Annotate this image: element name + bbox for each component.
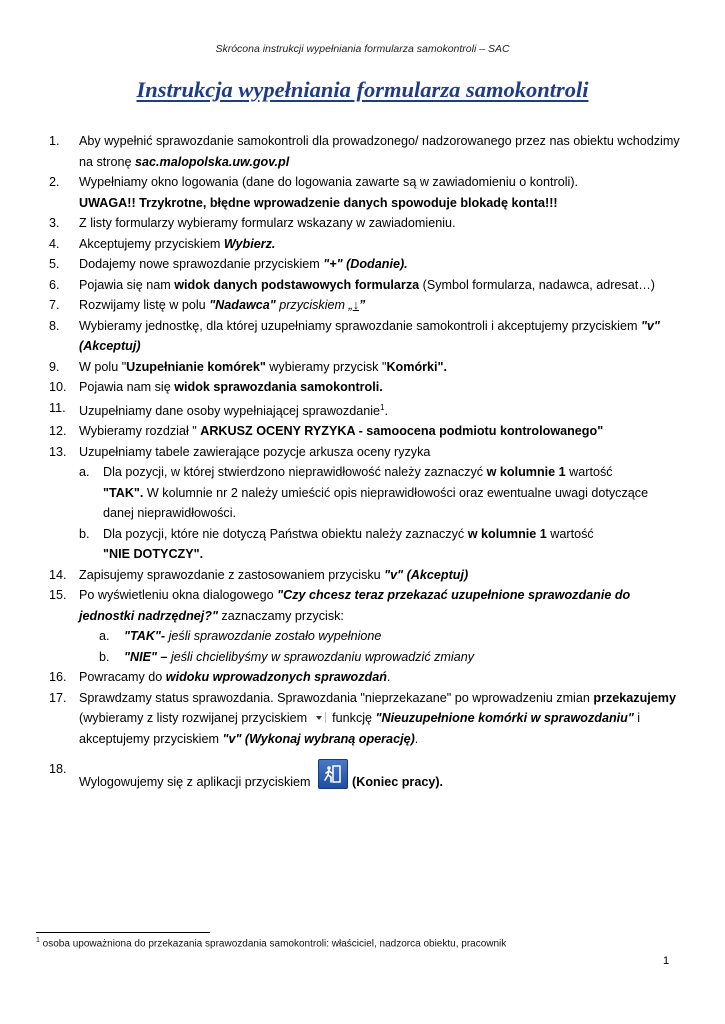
- item-text: funkcję: [328, 711, 376, 726]
- item-number: 5.: [49, 257, 60, 271]
- item-text: zaznaczamy przycisk:: [217, 608, 344, 623]
- site-link[interactable]: sac.malopolska.uw.gov.pl: [135, 154, 290, 169]
- item-number: 14.: [49, 567, 67, 582]
- document-title: Instrukcja wypełniania formularza samokontroli: [136, 77, 589, 102]
- list-item: [0, 295, 725, 316]
- button-name: (Koniec pracy).: [352, 775, 444, 790]
- field-name: "Nadawca": [209, 298, 276, 312]
- item-text: Z listy formularzy wybieramy formularz wskazany w zawiadomieniu.: [79, 216, 456, 230]
- item-text: W kolumnie nr 2 należy umieścić opis nieprawidłowości oraz ewentualne uwagi dotyczące danej nieprawidłowości.: [103, 485, 649, 521]
- item-number: 13.: [49, 444, 67, 459]
- item-letter: a.: [79, 465, 90, 480]
- item-number: 9.: [49, 359, 60, 374]
- item-text: Wybieramy rozdział ": [79, 424, 201, 439]
- list-item: [0, 759, 725, 793]
- page-number: 1: [663, 955, 670, 967]
- list-item: [0, 688, 725, 750]
- item-text: Dodajemy nowe sprawozdanie przyciskiem: [79, 257, 324, 271]
- item-letter: a.: [99, 629, 110, 644]
- warning-text: UWAGA!! Trzykrotne, błędne wprowadzenie danych spowoduje blokadę konta!!!: [79, 195, 558, 210]
- list-item: [0, 667, 725, 688]
- page-header: Skrócona instrukcji wypełniania formularza samokontroli – SAC: [215, 43, 510, 55]
- list-item: [0, 234, 725, 255]
- button-name: "+" (Dodanie).: [323, 257, 408, 271]
- field-name: Uzupełnianie komórek": [126, 359, 266, 374]
- list-item: [0, 421, 725, 442]
- sub-list-item: [0, 626, 725, 647]
- button-name: "v" (Akceptuj): [79, 318, 660, 353]
- item-number: 8.: [49, 318, 60, 333]
- button-name: Wybierz.: [223, 236, 276, 251]
- item-text: wartość: [565, 465, 613, 480]
- sub-list-item: [0, 647, 725, 668]
- item-number: 11.: [49, 400, 66, 415]
- item-number: 6.: [49, 277, 60, 292]
- item-text: jeśli sprawozdanie zostało wypełnione: [165, 629, 382, 644]
- item-number: 1.: [49, 134, 60, 148]
- item-text: Akceptujemy przyciskiem: [79, 236, 224, 251]
- list-item: [0, 213, 725, 234]
- footnote-separator: [36, 932, 210, 933]
- option-name: "NIE" –: [124, 649, 168, 664]
- item-text: przyciskiem „: [275, 298, 353, 312]
- item-text: Uzupełniamy tabele zawierające pozycje arkusza oceny ryzyka: [79, 444, 431, 459]
- list-item: [0, 275, 725, 296]
- item-text: .: [414, 731, 419, 746]
- list-item: [0, 131, 725, 172]
- footnote: [36, 937, 506, 949]
- instruction-list: [0, 131, 725, 793]
- item-text: Sprawdzamy status sprawozdania. Sprawozdania "nieprzekazane" po wprowadzeniu zmian: [79, 690, 594, 705]
- item-number: 15.: [49, 588, 67, 603]
- item-text: Dla pozycji, w której stwierdzono nieprawidłowość należy zaznaczyć: [103, 465, 487, 480]
- function-name: "Nieuzupełnione komórki w sprawozdaniu": [375, 711, 634, 726]
- list-item: [0, 565, 725, 586]
- item-number: 10.: [49, 380, 67, 394]
- item-number: 3.: [49, 216, 60, 230]
- item-text: Wypełniamy okno logowania (dane do logowania zawarte są w zawiadomieniu o kontroli).: [79, 175, 579, 189]
- view-name: widoku wprowadzonych sprawozdań: [165, 670, 387, 685]
- list-item: [0, 442, 725, 463]
- item-number: 4.: [49, 236, 60, 251]
- item-text: Aby wypełnić sprawozdanie samokontroli dla prowadzonego/ nadzorowanego przez nas obiektu wchodzimy na stronę: [79, 134, 680, 169]
- emphasis: widok sprawozdania samokontroli.: [174, 380, 383, 394]
- footnote-ref[interactable]: 1: [380, 402, 385, 412]
- list-item: [0, 316, 725, 357]
- item-number: 12.: [49, 424, 67, 439]
- item-text: Wylogowujemy się z aplikacji przyciskiem: [79, 775, 315, 790]
- item-text: Uzupełniamy dane osoby wypełniającej sprawozdanie: [79, 403, 381, 418]
- value-name: "NIE DOTYCZY".: [103, 547, 204, 562]
- item-text: jeśli chcielibyśmy w sprawozdaniu wprowadzić zmiany: [167, 649, 475, 664]
- item-text: i akceptujemy przyciskiem: [79, 711, 641, 746]
- list-item: [0, 172, 725, 213]
- list-item: [0, 398, 725, 422]
- emphasis: przekazujemy: [593, 690, 676, 705]
- item-text: Rozwijamy listę w polu: [79, 298, 210, 312]
- item-number: 2.: [49, 175, 60, 189]
- button-name: "v" (Akceptuj): [384, 567, 469, 582]
- section-name: ARKUSZ OCENY RYZYKA - samoocena podmiotu kontrolowanego": [200, 424, 604, 439]
- list-item: [0, 377, 725, 398]
- item-letter: b.: [99, 649, 110, 664]
- button-name: "v" (Wykonaj wybraną operację): [222, 731, 415, 746]
- list-item: [0, 254, 725, 275]
- item-letter: b.: [79, 526, 90, 541]
- item-text: .: [384, 403, 388, 418]
- option-name: "TAK"-: [124, 629, 166, 644]
- dialog-question: "Czy chcesz teraz przekazać uzupełnione sprawozdanie do jednostki nadrzędnej?": [79, 588, 631, 623]
- item-text: .: [386, 670, 391, 685]
- item-text: Wybieramy jednostkę, dla której uzupełniamy sprawozdanie samokontroli i akceptujemy przyciskiem: [79, 318, 641, 333]
- item-number: 7.: [49, 298, 60, 312]
- exit-door-icon: [318, 759, 348, 789]
- item-text: W polu ": [79, 359, 127, 374]
- emphasis: widok danych podstawowych formularza: [174, 277, 420, 292]
- down-arrow-icon: ↓: [352, 298, 359, 312]
- item-text: wybieramy przycisk ": [265, 359, 387, 374]
- footnote-mark: 1: [36, 937, 40, 944]
- item-number: 16.: [49, 670, 67, 685]
- item-text: Pojawia nam się: [79, 380, 175, 394]
- footnote-text: osoba upoważniona do przekazania sprawozdania samokontroli: właściciel, nadzorca obiektu, pracownik: [39, 938, 507, 950]
- item-text: ”: [359, 298, 366, 312]
- emphasis: w kolumnie 1: [486, 465, 566, 480]
- list-item: [0, 357, 725, 378]
- item-number: 17.: [49, 690, 67, 705]
- item-text: (Symbol formularza, nadawca, adresat…): [419, 277, 655, 292]
- dropdown-arrow-icon: [314, 712, 326, 723]
- item-text: wartość: [546, 526, 594, 541]
- item-text: (wybieramy z listy rozwijanej przyciskiem: [79, 711, 311, 726]
- list-item: [0, 585, 725, 626]
- emphasis: w kolumnie 1: [467, 526, 547, 541]
- item-text: Zapisujemy sprawozdanie z zastosowaniem przycisku: [79, 567, 385, 582]
- sub-list-item: [0, 462, 725, 524]
- item-text: Dla pozycji, które nie dotyczą Państwa obiektu należy zaznaczyć: [103, 526, 468, 541]
- item-text: Po wyświetleniu okna dialogowego: [79, 588, 278, 603]
- sub-list-item: [0, 524, 725, 565]
- value-name: "TAK".: [103, 485, 144, 500]
- item-text: Pojawia się nam: [79, 277, 175, 292]
- item-number: 18.: [49, 762, 67, 777]
- item-text: Powracamy do: [79, 670, 166, 685]
- button-name: Komórki".: [386, 359, 448, 374]
